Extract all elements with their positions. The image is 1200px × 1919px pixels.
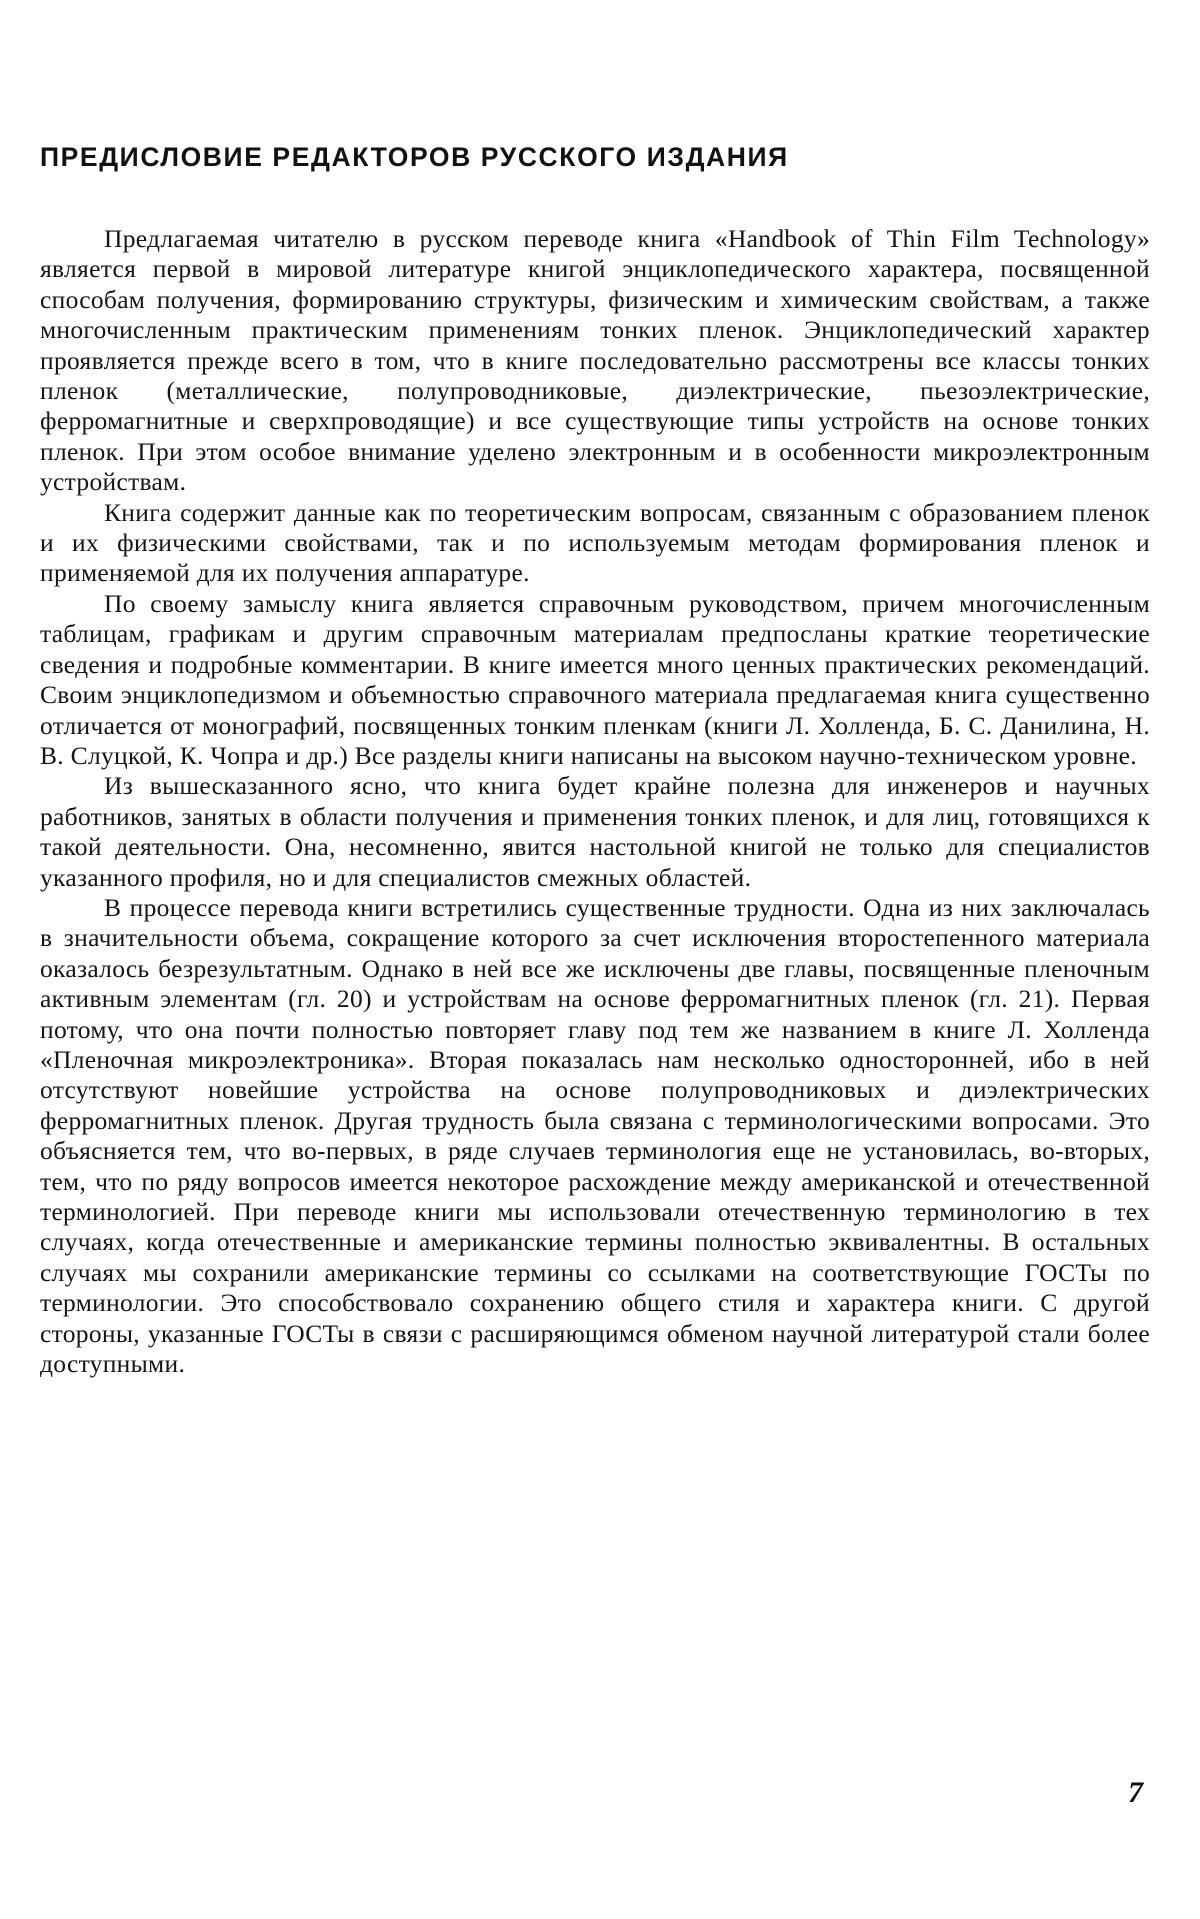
paragraph-2: Книга содержит данные как по теоретическим вопросам, связанным с образованием пленок и их физическими свойствами, так и по используемым методам формирования пленок и применяемой для их получения аппаратуре. (40, 498, 1150, 589)
page-title: ПРЕДИСЛОВИЕ РЕДАКТОРОВ РУССКОГО ИЗДАНИЯ (40, 142, 1160, 173)
body-text (40, 224, 1150, 1379)
paragraph-1: Предлагаемая читателю в русском переводе книга «Handbook of Thin Film Technology» является первой в мировой литературе книгой энциклопедического характера, посвященной способам получения, формированию структуры, физическим и химическим свойствам, а также многочисленным практическим применениям тонких пленок. Энциклопедический характер проявляется прежде всего в том, что в книге последовательно рассмотрены все классы тонких пленок (металлические, полупроводниковые, диэлектрические, пьезоэлектрические, ферромагнитные и сверхпроводящие) и все существующие типы устройств на основе тонких пленок. При этом особое внимание уделено электронным и в особенности микроэлектронным устройствам. (40, 224, 1150, 498)
document-page (0, 0, 1200, 1919)
paragraph-5: В процессе перевода книги встретились существенные трудности. Одна из них заключалась в значительности объема, сокращение которого за счет исключения второстепенного материала оказалось безрезультатным. Однако в ней все же исключены две главы, посвященные пленочным активным элементам (гл. 20) и устройствам на основе ферромагнитных пленок (гл. 21). Первая потому, что она почти полностью повторяет главу под тем же названием в книге Л. Холленда «Пленочная микроэлектроника». Вторая показалась нам несколько односторонней, ибо в ней отсутствуют новейшие устройства на основе полупроводниковых и диэлектрических ферромагнитных пленок. Другая трудность была связана с терминологическими вопросами. Это объясняется тем, что во-первых, в ряде случаев терминология еще не установилась, во-вторых, тем, что по ряду вопросов имеется некоторое расхождение между американской и отечественной терминологией. При переводе книги мы использовали отечественную терминологию в тех случаях, когда отечественные и американские термины полностью эквивалентны. В остальных случаях мы сохранили американские термины со ссылками на соответствующие ГОСТы по терминологии. Это способствовало сохранению общего стиля и характера книги. С другой стороны, указанные ГОСТы в связи с расширяющимся обменом научной литературой стали более доступными. (40, 893, 1150, 1380)
paragraph-4: Из вышесказанного ясно, что книга будет крайне полезна для инженеров и научных работников, занятых в области получения и применения тонких пленок, и для лиц, готовящихся к такой деятельности. Она, несомненно, явится настольной книгой не только для специалистов указанного профиля, но и для специалистов смежных областей. (40, 771, 1150, 893)
page-number: 7 (1128, 1776, 1143, 1810)
paragraph-3: По своему замыслу книга является справочным руководством, причем многочисленным таблицам, графикам и другим справочным материалам предпосланы краткие теоретические сведения и подробные комментарии. В книге имеется много ценных практических рекомендаций. Своим энциклопедизмом и объемностью справочного материала предлагаемая книга существенно отличается от монографий, посвященных тонким пленкам (книги Л. Холленда, Б. С. Данилина, Н. В. Слуцкой, К. Чопра и др.) Все разделы книги написаны на высоком научно-техническом уровне. (40, 589, 1150, 771)
